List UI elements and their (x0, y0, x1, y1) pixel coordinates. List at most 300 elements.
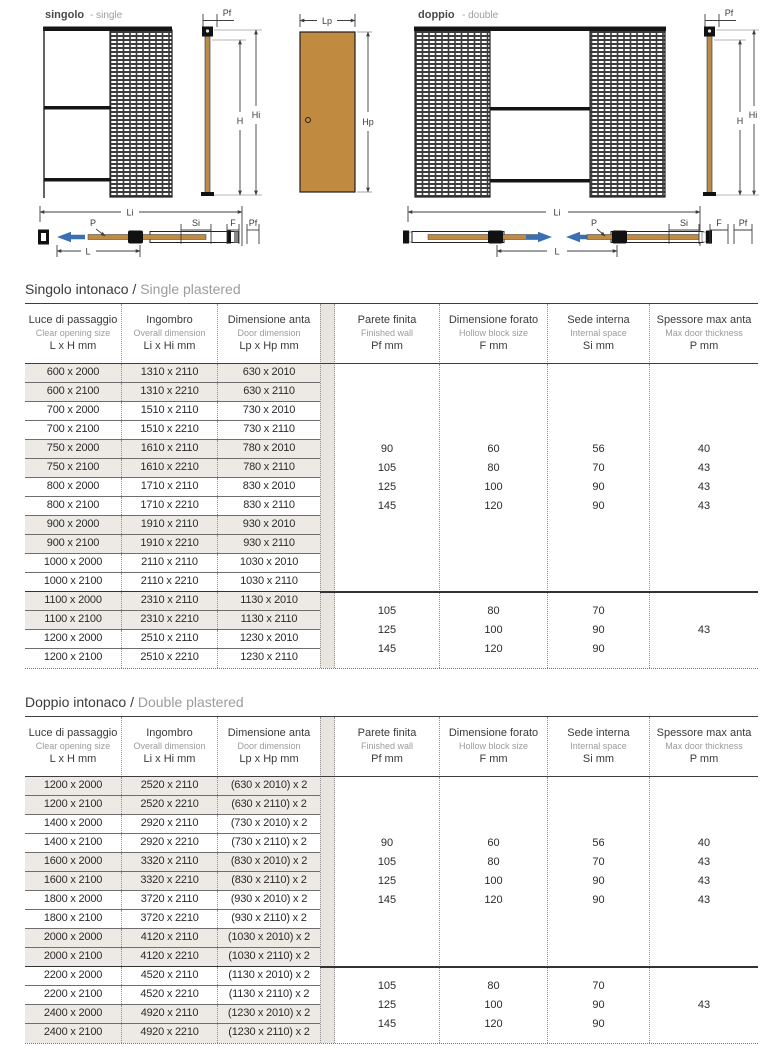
size-row (25, 891, 320, 910)
pf-value: 145 (377, 500, 397, 512)
single-side-elevation (201, 8, 262, 196)
technical-diagrams (0, 0, 761, 268)
overall-dimension-value: 1610 x 2210 (122, 459, 218, 477)
overall-dimension-value: 2310 x 2110 (122, 592, 218, 610)
si-value: 70 (592, 462, 605, 474)
overall-dimension-value: 4920 x 2110 (122, 1005, 218, 1023)
group-divider (320, 966, 758, 968)
double-title: doppio (418, 9, 455, 21)
col-label-code: Li x Hi mm (143, 340, 196, 352)
p-value: 43 (697, 856, 711, 868)
door-dimension-value: (1030 x 2010) x 2 (227, 931, 311, 943)
door-dimension-value: (1130 x 2110) x 2 (228, 988, 310, 1000)
col-label-it: Dimensione forato (448, 314, 539, 326)
double-plastered-title (25, 693, 761, 711)
pf-values (335, 967, 440, 1043)
size-row (25, 459, 320, 478)
door-dimension-value: (1230 x 2110) x 2 (228, 1026, 310, 1038)
single-plastered-title (25, 280, 761, 298)
overall-dimension-value: 1910 x 2110 (122, 516, 218, 534)
col-header-max-thickness (650, 717, 758, 777)
si-value: 70 (592, 604, 605, 617)
door-dimension-value: 1030 x 2010 (239, 556, 299, 568)
p-value: 43 (697, 500, 711, 512)
title-english: Double plastered (137, 694, 244, 710)
size-row (25, 649, 320, 668)
door-dimension-value: 930 x 2110 (243, 537, 295, 549)
size-row (25, 402, 320, 421)
overall-dimension-value: 3320 x 2110 (122, 853, 218, 871)
overall-dimension-value: 4120 x 2110 (122, 929, 218, 947)
clear-opening-value: 900 x 2100 (25, 535, 122, 553)
clear-opening-value: 1800 x 2100 (25, 910, 122, 928)
dim-label-h: H (736, 116, 744, 126)
size-row (25, 364, 320, 383)
col-label-code: Si mm (582, 340, 615, 352)
si-values (548, 592, 650, 668)
p-value: 43 (697, 481, 711, 493)
col-header-hollow-block (440, 304, 548, 364)
door-dimension-value: 1130 x 2110 (240, 613, 298, 625)
separator-band (320, 717, 335, 1043)
f-value: 120 (484, 894, 503, 906)
door-dimension-value: (930 x 2010) x 2 (230, 893, 308, 905)
col-label-en: Door dimension (237, 741, 301, 751)
clear-opening-value: 750 x 2100 (25, 459, 122, 477)
title-italian: Doppio intonaco / (25, 694, 134, 710)
door-dimension-value: 1030 x 2110 (240, 575, 298, 587)
overall-dimension-value: 4120 x 2210 (122, 948, 218, 966)
dim-label-si: Si (679, 218, 689, 228)
col-label-code: Li x Hi mm (143, 753, 196, 765)
overall-dimension-value: 2310 x 2210 (122, 611, 218, 629)
col-label-it: Spessore max anta (656, 314, 752, 326)
col-label-en: Door dimension (237, 328, 301, 338)
size-row (25, 535, 320, 554)
p-values (650, 592, 758, 668)
pf-value: 105 (377, 462, 397, 474)
si-value: 90 (592, 500, 605, 512)
slide-direction-arrow (57, 232, 85, 242)
table-header-left (25, 304, 320, 364)
size-row (25, 497, 320, 516)
clear-opening-value: 1000 x 2100 (25, 573, 122, 591)
door-dimension-value: (630 x 2010) x 2 (230, 779, 308, 791)
header-divider (25, 776, 758, 778)
f-value: 100 (484, 481, 503, 493)
col-label-en: Overall dimension (133, 741, 206, 751)
f-value: 100 (484, 998, 503, 1011)
door-dimension-value: (830 x 2010) x 2 (230, 855, 308, 867)
size-row (25, 516, 320, 535)
clear-opening-value: 1400 x 2100 (25, 834, 122, 852)
col-label-it: Dimensione anta (227, 314, 311, 326)
size-row (25, 853, 320, 872)
pf-value: 90 (380, 443, 394, 455)
clear-opening-value: 2200 x 2100 (25, 986, 122, 1004)
size-row (25, 421, 320, 440)
mesh-panel-right (590, 30, 665, 197)
overall-dimension-value: 2510 x 2110 (122, 630, 218, 648)
door-dimension-value: 630 x 2110 (243, 385, 295, 397)
clear-opening-value: 600 x 2100 (25, 383, 122, 401)
overall-dimension-value: 1710 x 2110 (122, 478, 218, 496)
overall-dimension-value: 3720 x 2210 (122, 910, 218, 928)
pf-value: 105 (377, 856, 397, 868)
door-dimension-value: (930 x 2110) x 2 (231, 912, 307, 924)
si-value: 90 (592, 998, 605, 1011)
f-value: 120 (484, 642, 503, 655)
p-values (650, 364, 758, 592)
size-row (25, 929, 320, 948)
door-panel-view (300, 14, 374, 192)
clear-opening-value: 1600 x 2000 (25, 853, 122, 871)
dim-label-p: P (590, 218, 598, 228)
clear-opening-value: 1000 x 2000 (25, 554, 122, 572)
double-plan-view (403, 206, 752, 257)
overall-dimension-value: 1710 x 2210 (122, 497, 218, 515)
door-dimension-value: (730 x 2110) x 2 (231, 836, 307, 848)
f-values (440, 592, 548, 668)
col-label-code: F mm (479, 340, 508, 352)
col-header-overall (122, 717, 218, 777)
si-value: 90 (592, 642, 605, 655)
dim-label-li: Li (553, 207, 561, 218)
dim-label-l: L (85, 246, 91, 257)
col-label-it: Dimensione forato (448, 727, 539, 739)
p-value: 43 (697, 998, 711, 1011)
size-row (25, 777, 320, 796)
col-header-internal-space (548, 717, 650, 777)
clear-opening-value: 750 x 2000 (25, 440, 122, 458)
size-rows (25, 364, 320, 668)
single-plan-view (38, 206, 259, 257)
overall-dimension-value: 3720 x 2110 (122, 891, 218, 909)
mesh-panel (110, 30, 172, 197)
p-value: 40 (697, 443, 711, 455)
pf-value: 105 (377, 979, 397, 992)
size-row (25, 440, 320, 459)
col-label-code: Lp x Hp mm (239, 340, 299, 352)
door-dimension-value: 730 x 2110 (243, 423, 295, 435)
col-label-en: Max door thickness (665, 741, 743, 751)
si-value: 90 (592, 1017, 605, 1030)
col-header-clear-opening (25, 717, 122, 777)
clear-opening-value: 2000 x 2100 (25, 948, 122, 966)
f-values (440, 967, 548, 1043)
col-label-it: Parete finita (357, 314, 417, 326)
title-italian: Singolo intonaco / (25, 281, 137, 297)
clear-opening-value: 800 x 2000 (25, 478, 122, 496)
dim-label-p: P (89, 218, 97, 228)
top-rail (43, 27, 172, 32)
door-panel (300, 32, 355, 192)
door-edge (707, 30, 712, 194)
si-values (548, 967, 650, 1043)
col-label-en: Overall dimension (133, 328, 206, 338)
p-value: 43 (697, 462, 711, 474)
clear-opening-value: 1100 x 2000 (25, 592, 122, 610)
dim-label-l: L (554, 246, 560, 257)
col-header-door-dim (218, 304, 320, 364)
f-value: 80 (487, 856, 500, 868)
col-label-code: P mm (689, 753, 719, 765)
col-label-it: Ingombro (146, 727, 193, 739)
overall-dimension-value: 1310 x 2210 (122, 383, 218, 401)
single-front-view (43, 27, 172, 199)
wall-values-group-1 (335, 777, 758, 967)
size-row (25, 554, 320, 573)
size-row (25, 986, 320, 1005)
col-label-en: Hollow block size (458, 328, 529, 338)
col-header-finished-wall (335, 717, 440, 777)
top-rail (414, 27, 666, 32)
col-label-en: Clear opening size (35, 741, 111, 751)
col-header-max-thickness (650, 304, 758, 364)
clear-opening-value: 600 x 2000 (25, 364, 122, 382)
size-row (25, 948, 320, 967)
slide-direction-arrow-right (526, 232, 552, 242)
dimensions-columns (25, 304, 320, 668)
p-value: 43 (697, 623, 711, 636)
door-dimension-value: 1230 x 2010 (239, 632, 299, 644)
door-dimension-value: 1130 x 2010 (240, 594, 298, 606)
dim-label-hi: Hi (748, 110, 758, 120)
f-value: 60 (487, 443, 500, 455)
dim-label-lp: Lp (321, 16, 333, 26)
size-row (25, 967, 320, 986)
col-label-en: Finished wall (360, 741, 414, 751)
size-row (25, 815, 320, 834)
col-label-it: Parete finita (357, 727, 417, 739)
col-label-en: Hollow block size (458, 741, 529, 751)
size-row (25, 611, 320, 630)
clear-opening-value: 1200 x 2000 (25, 630, 122, 648)
size-row (25, 1024, 320, 1043)
size-row (25, 573, 320, 592)
dim-label-hp: Hp (362, 117, 374, 127)
clear-opening-value: 1200 x 2100 (25, 649, 122, 668)
size-rows (25, 777, 320, 1043)
door-dimension-value: (830 x 2110) x 2 (231, 874, 307, 886)
wall-values-group-2 (335, 592, 758, 668)
si-value: 90 (592, 481, 605, 493)
door-dimension-value: (1030 x 2110) x 2 (228, 950, 310, 962)
col-label-code: L x H mm (49, 753, 97, 765)
single-diagram-title (45, 9, 123, 21)
col-header-clear-opening (25, 304, 122, 364)
p-values (650, 777, 758, 967)
col-label-code: Pf mm (371, 753, 403, 765)
clear-opening-value: 700 x 2000 (25, 402, 122, 420)
si-value: 90 (592, 894, 605, 906)
f-values (440, 777, 548, 967)
door-dimension-value: (1130 x 2010) x 2 (228, 969, 310, 981)
wall-cap-right (706, 231, 712, 244)
col-label-it: Dimensione anta (227, 727, 311, 739)
overall-dimension-value: 1910 x 2210 (122, 535, 218, 553)
col-label-code: L x H mm (49, 340, 97, 352)
door-carriage-left (488, 231, 503, 244)
overall-dimension-value: 4520 x 2210 (122, 986, 218, 1004)
table-header-right (335, 304, 758, 364)
mesh-panel-left (415, 30, 490, 197)
door-carriage-right (612, 231, 627, 244)
single-title: singolo (45, 9, 85, 21)
clear-opening-value: 2400 x 2100 (25, 1024, 122, 1043)
door-dimension-value: (1230 x 2010) x 2 (227, 1007, 311, 1019)
pf-value: 125 (377, 623, 397, 636)
dim-label-li: Li (126, 207, 134, 218)
double-diagram-title (418, 9, 499, 21)
pf-value: 125 (377, 998, 397, 1011)
si-value: 56 (592, 443, 605, 455)
f-value: 100 (484, 623, 503, 636)
door-dimension-value: 730 x 2010 (242, 404, 296, 416)
dim-label-si: Si (191, 218, 201, 228)
door-dimension-value: 830 x 2110 (243, 499, 295, 511)
door-dimension-value: (630 x 2110) x 2 (231, 798, 307, 810)
door-dimension-value: 780 x 2010 (242, 442, 296, 454)
header-divider (25, 363, 758, 365)
overall-dimension-value: 2520 x 2210 (122, 796, 218, 814)
dimensions-columns (25, 717, 320, 1043)
col-label-it: Luce di passaggio (28, 314, 118, 326)
col-label-code: P mm (689, 340, 719, 352)
col-header-door-dim (218, 717, 320, 777)
si-value: 56 (592, 837, 605, 849)
col-label-it: Spessore max anta (656, 727, 752, 739)
door-dimension-value: 780 x 2110 (243, 461, 295, 473)
clear-opening-value: 1200 x 2100 (25, 796, 122, 814)
pf-value: 145 (377, 1017, 397, 1030)
col-label-it: Sede interna (567, 727, 630, 739)
col-label-en: Clear opening size (35, 328, 111, 338)
door-dimension-value: 1230 x 2110 (240, 651, 298, 663)
double-title-en: - double (462, 10, 499, 21)
door-plan (88, 235, 206, 240)
clear-opening-value: 1200 x 2000 (25, 777, 122, 795)
dim-label-f: F (716, 218, 722, 228)
col-label-it: Luce di passaggio (28, 727, 118, 739)
pf-values (335, 364, 440, 592)
size-row (25, 592, 320, 611)
door-dimension-value: 830 x 2010 (242, 480, 296, 492)
overall-dimension-value: 1510 x 2110 (122, 402, 218, 420)
clear-opening-value: 1400 x 2000 (25, 815, 122, 833)
col-label-it: Sede interna (567, 314, 630, 326)
clear-opening-value: 2400 x 2000 (25, 1005, 122, 1023)
double-side-elevation (703, 8, 759, 196)
table-header-right (335, 717, 758, 777)
col-header-internal-space (548, 304, 650, 364)
clear-opening-value: 2200 x 2000 (25, 967, 122, 985)
double-plastered-table (25, 716, 758, 1044)
si-values (548, 777, 650, 967)
si-value: 90 (592, 875, 605, 887)
col-header-overall (122, 304, 218, 364)
door-carriage (128, 231, 143, 244)
clear-opening-value: 1800 x 2000 (25, 891, 122, 909)
si-value: 70 (592, 856, 605, 868)
wall-columns (335, 304, 758, 668)
col-label-en: Internal space (570, 741, 627, 751)
col-header-hollow-block (440, 717, 548, 777)
clear-opening-value: 1600 x 2100 (25, 872, 122, 890)
f-value: 80 (487, 604, 500, 617)
dim-label-pf: Pf (222, 8, 232, 18)
col-label-code: Pf mm (371, 340, 403, 352)
p-values (650, 967, 758, 1043)
pf-values (335, 592, 440, 668)
clear-opening-value: 900 x 2000 (25, 516, 122, 534)
overall-dimension-value: 2110 x 2110 (122, 554, 218, 572)
overall-dimension-value: 1510 x 2210 (122, 421, 218, 439)
pf-value: 90 (380, 837, 394, 849)
clear-opening-value: 1100 x 2100 (25, 611, 122, 629)
dim-label-f: F (230, 218, 236, 228)
dim-label-pf: Pf (724, 8, 734, 18)
single-title-en: - single (90, 10, 123, 21)
overall-dimension-value: 1610 x 2110 (122, 440, 218, 458)
p-value: 40 (697, 837, 711, 849)
door-dimension-value: (730 x 2010) x 2 (230, 817, 308, 829)
dim-label-hi: Hi (251, 110, 261, 120)
clear-opening-value: 800 x 2100 (25, 497, 122, 515)
size-row (25, 872, 320, 891)
p-value: 43 (697, 894, 711, 906)
col-label-code: Lp x Hp mm (239, 753, 299, 765)
wall-columns (335, 717, 758, 1043)
si-value: 90 (592, 623, 605, 636)
overall-dimension-value: 2110 x 2210 (122, 573, 218, 591)
f-value: 120 (484, 1017, 503, 1030)
overall-dimension-value: 2920 x 2110 (122, 815, 218, 833)
size-row (25, 910, 320, 929)
si-values (548, 364, 650, 592)
double-front-view (414, 27, 666, 198)
table-header-left (25, 717, 320, 777)
door-plan-left (428, 235, 540, 240)
f-value: 120 (484, 500, 503, 512)
wall-values-group-1 (335, 364, 758, 592)
door-dimension-value: 630 x 2010 (242, 366, 296, 378)
col-label-en: Max door thickness (665, 328, 743, 338)
size-row (25, 834, 320, 853)
col-label-en: Internal space (570, 328, 627, 338)
f-value: 100 (484, 875, 503, 887)
dim-label-pf: Pf (738, 218, 748, 228)
dim-label-pf: Pf (248, 218, 258, 228)
f-value: 60 (487, 837, 500, 849)
clear-opening-value: 2000 x 2000 (25, 929, 122, 947)
overall-dimension-value: 1310 x 2110 (122, 364, 218, 382)
pf-value: 105 (377, 604, 397, 617)
col-label-code: Si mm (582, 753, 615, 765)
p-value: 43 (697, 875, 711, 887)
overall-dimension-value: 2520 x 2110 (122, 777, 218, 795)
col-label-en: Finished wall (360, 328, 414, 338)
single-plastered-table (25, 303, 758, 669)
pf-value: 145 (377, 894, 397, 906)
size-row (25, 796, 320, 815)
pf-value: 145 (377, 642, 397, 655)
group-divider (320, 591, 758, 593)
pf-value: 125 (377, 481, 397, 493)
overall-dimension-value: 2920 x 2210 (122, 834, 218, 852)
col-header-finished-wall (335, 304, 440, 364)
size-row (25, 478, 320, 497)
